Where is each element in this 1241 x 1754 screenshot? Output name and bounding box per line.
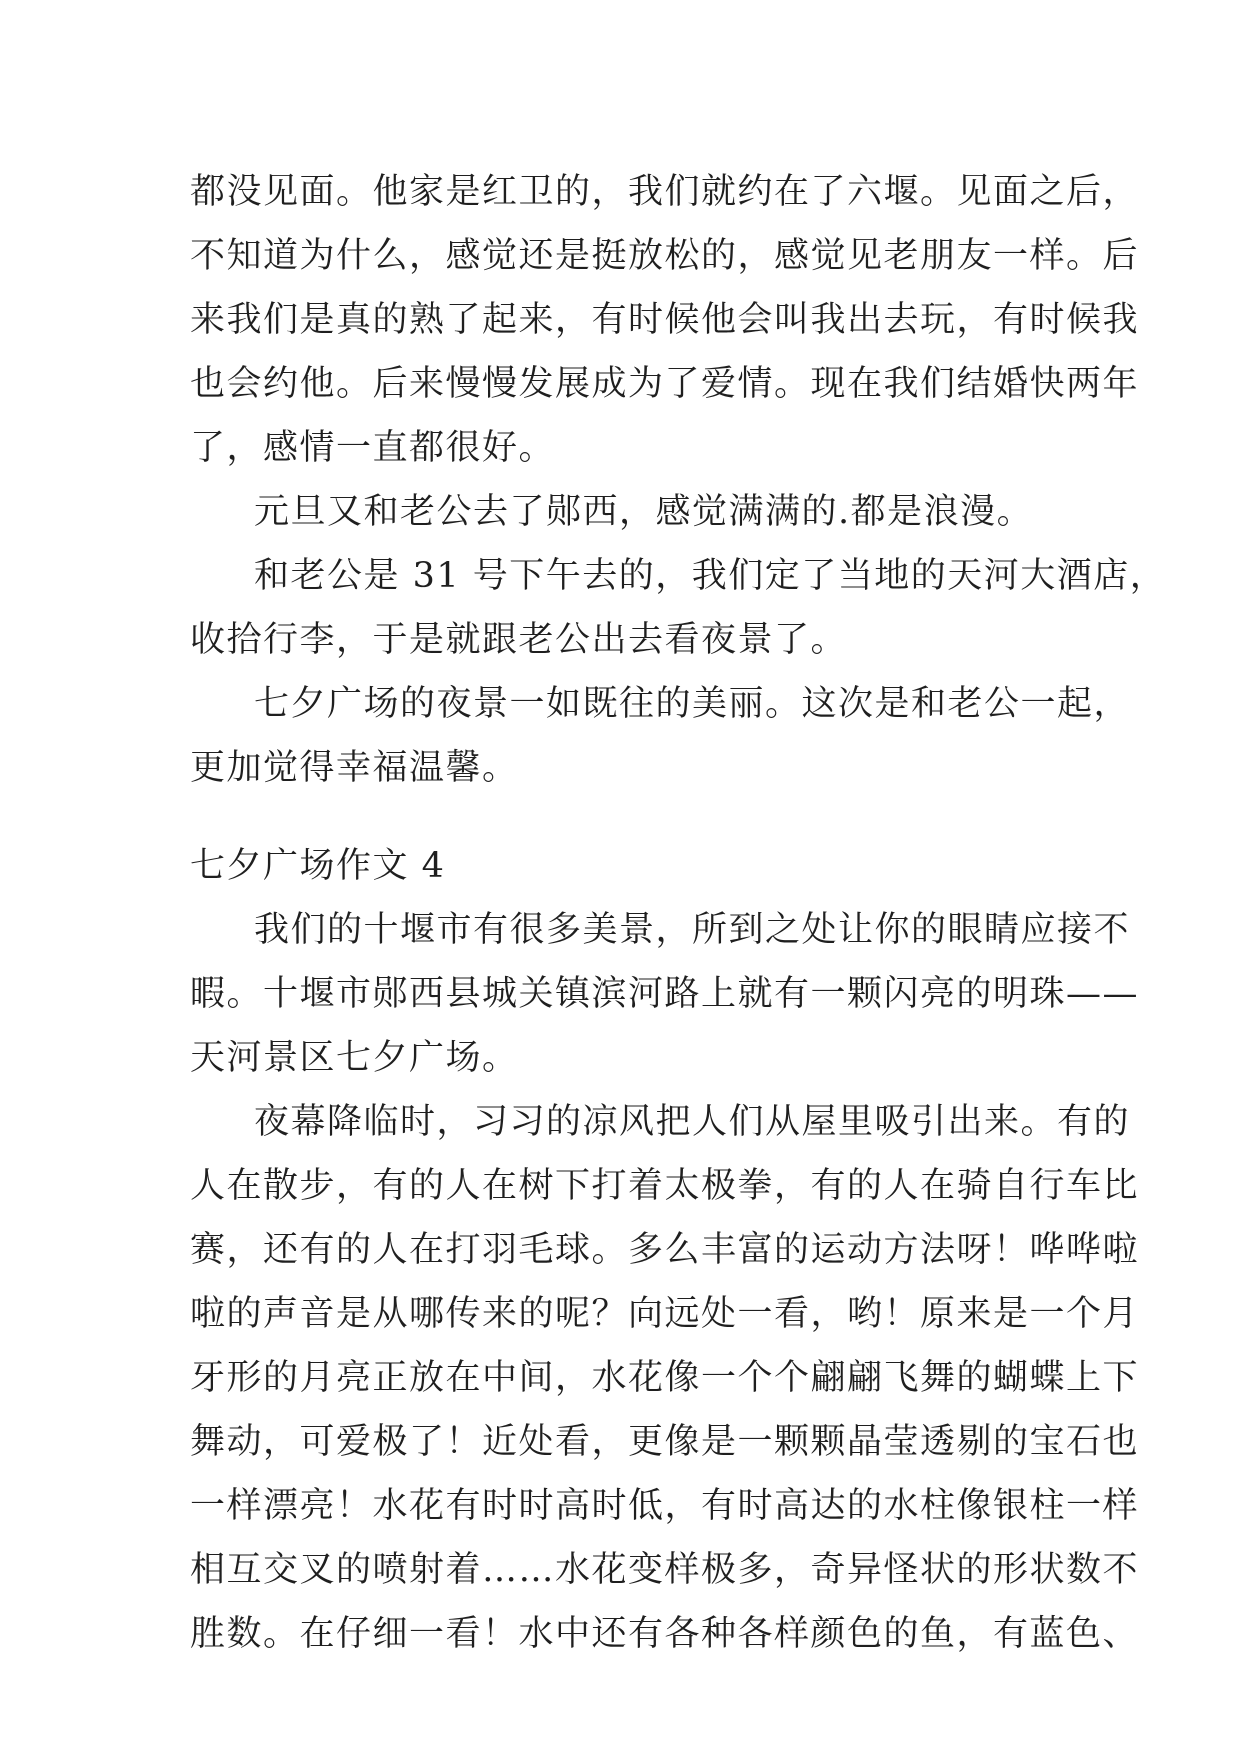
body-line: 一样漂亮！水花有时时高时低，有时高达的水柱像银柱一样 — [190, 1486, 1140, 1526]
body-line: 收拾行李，于是就跟老公出去看夜景了。 — [190, 620, 848, 660]
section-spacer — [190, 800, 1070, 834]
body-line: 牙形的月亮正放在中间，水花像一个个翩翩飞舞的蝴蝶上下 — [190, 1358, 1140, 1398]
body-line: 胜数。在仔细一看！水中还有各种各样颜色的鱼，有蓝色、 — [190, 1614, 1140, 1654]
body-line: 舞动，可爱极了！近处看，更像是一颗颗晶莹透剔的宝石也 — [190, 1422, 1140, 1462]
body-line: 不知道为什么，感觉还是挺放松的，感觉见老朋友一样。后 — [190, 236, 1140, 276]
paragraph-start-line: 我们的十堰市有很多美景，所到之处让你的眼睛应接不 — [254, 910, 1131, 950]
body-line: 啦的声音是从哪传来的呢？向远处一看，哟！原来是一个月 — [190, 1294, 1140, 1334]
body-line: 赛，还有的人在打羽毛球。多么丰富的运动方法呀！哗哗啦 — [190, 1230, 1140, 1270]
paragraph-start-line: 元旦又和老公去了郧西，感觉满满的.都是浪漫。 — [254, 492, 1034, 532]
body-line: 也会约他。后来慢慢发展成为了爱情。现在我们结婚快两年 — [190, 364, 1140, 404]
section-title: 七夕广场作文 4 — [190, 846, 446, 886]
document-body — [190, 160, 1167, 1666]
body-line: 相互交叉的喷射着……水花变样极多，奇异怪状的形状数不 — [190, 1550, 1140, 1590]
paragraph-start-line: 夜幕降临时，习习的凉风把人们从屋里吸引出来。有的 — [254, 1102, 1131, 1142]
paragraph-start-line: 和老公是 31 号下午去的，我们定了当地的天河大酒店， — [254, 556, 1167, 596]
body-line: 更加觉得幸福温馨。 — [190, 748, 519, 788]
body-line: 人在散步，有的人在树下打着太极拳，有的人在骑自行车比 — [190, 1166, 1140, 1206]
paragraph-start-line: 七夕广场的夜景一如既往的美丽。这次是和老公一起， — [254, 684, 1131, 724]
body-line: 来我们是真的熟了起来，有时候他会叫我出去玩，有时候我 — [190, 300, 1140, 340]
body-line: 都没见面。他家是红卫的，我们就约在了六堰。见面之后， — [190, 172, 1140, 212]
body-line: 了，感情一直都很好。 — [190, 428, 556, 468]
body-line: 暇。十堰市郧西县城关镇滨河路上就有一颗闪亮的明珠—— — [190, 974, 1140, 1014]
body-line: 天河景区七夕广场。 — [190, 1038, 519, 1078]
